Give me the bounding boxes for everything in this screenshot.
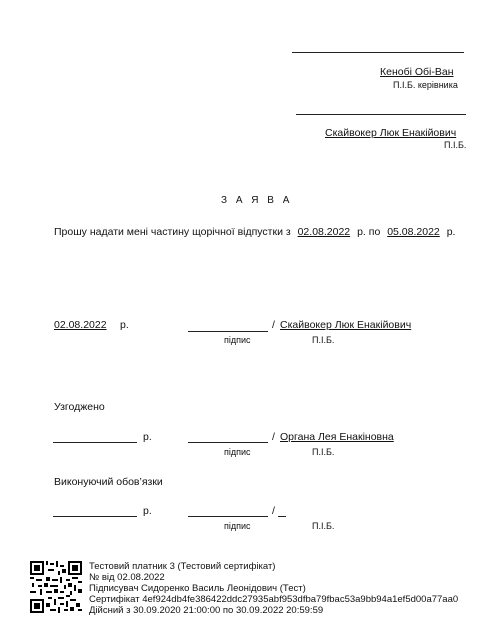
document-title: З А Я В А [221,195,293,206]
stamp-line-5: Дійсний з 30.09.2020 21:00:00 по 30.09.2022 20:59:59 [89,605,324,616]
acting-year: р. [143,505,152,517]
acting-sign-caption: підпис [224,521,251,531]
approval-name-caption: П.І.Б. [312,447,335,457]
stamp-line-3: Підписувач Сидоренко Василь Леонідович (Тест) [89,583,306,594]
approval-label: Узгоджено [54,401,105,413]
manager-name: Кенобі Обі-Ван [380,66,454,78]
sign-row-1-sign-caption: підпис [224,335,251,345]
approval-date-line [53,442,137,443]
acting-signature-line [188,516,268,517]
approval-signature-line [188,442,268,443]
qr-code-icon [30,561,82,613]
approval-name: Органа Лея Енакіновна [280,431,394,443]
request-date-to: 05.08.2022 [387,226,440,238]
request-suffix: р. [446,226,456,238]
approval-year: р. [143,431,152,443]
sign-row-1-name-caption: П.І.Б. [312,335,335,345]
sign-row-1-signature-line [188,331,268,332]
acting-name-caption: П.І.Б. [312,521,335,531]
acting-name-line [278,516,286,517]
request-line [54,226,455,238]
employee-caption: П.І.Б. [444,140,467,150]
employee-name: Скайвокер Люк Енакійович [325,127,457,139]
sign-row-1-name: Скайвокер Люк Енакійович [280,319,412,331]
request-mid: р. по [357,226,381,238]
manager-signature-line [292,52,464,53]
employee-signature-line [296,114,466,115]
stamp-line-4: Сертифікат 4ef924db4fe386422ddc27935abf953dfba79fbac53a9bb94a1ef5d00a77aa0 [89,594,459,605]
sign-row-1-year: р. [120,319,129,331]
stamp-line-2: № від 02.08.2022 [89,572,165,583]
request-date-from: 02.08.2022 [297,226,351,238]
stamp-line-1: Тестовий платник 3 (Тестовий сертифікат) [89,561,276,572]
sign-row-1-date: 02.08.2022 [54,319,107,331]
signature-stamp [89,561,458,616]
acting-date-line [53,516,137,517]
acting-label: Виконуючий обов’язки [54,476,163,488]
manager-caption: П.І.Б. керівника [393,80,458,90]
approval-sign-caption: підпис [224,447,251,457]
request-prefix: Прошу надати мені частину щорічної відпустки з [54,226,291,238]
